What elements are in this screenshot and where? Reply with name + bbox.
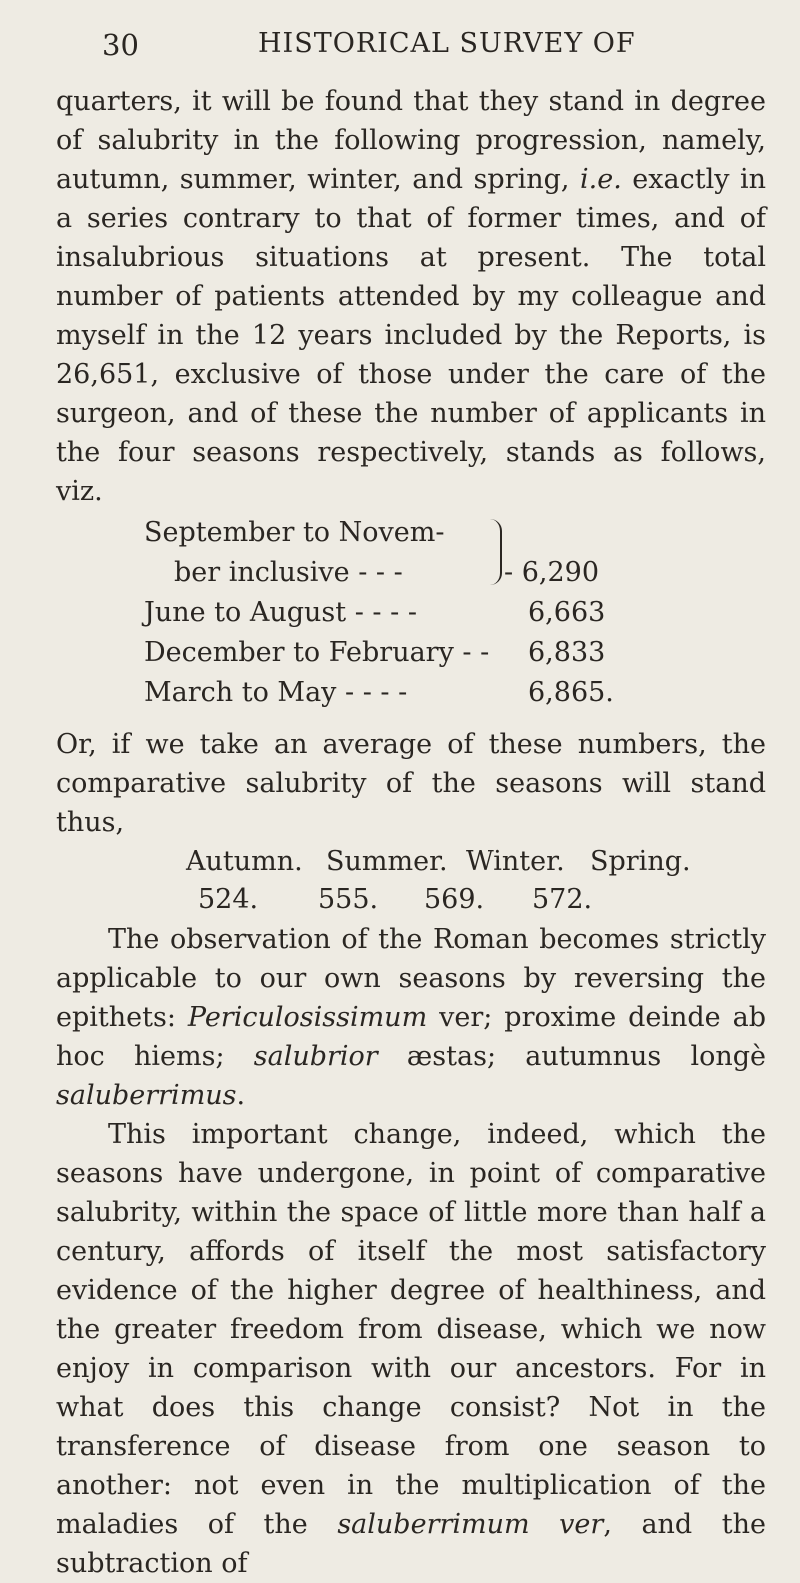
paragraph-3-italic-2: salubrior	[253, 1041, 378, 1072]
paragraph-3-italic-1: Periculosissimum	[187, 1002, 428, 1033]
table-row-value: 6,865.	[528, 677, 614, 708]
paragraph-3-text-c: æstas; autumnus longè	[377, 1041, 766, 1072]
table-row	[174, 553, 800, 593]
season-label: Winter.	[466, 846, 565, 877]
season-label: Summer.	[326, 846, 448, 877]
table-row-label: March to May - - - -	[144, 677, 408, 708]
table-row	[144, 673, 800, 713]
table-row-label: December to February - -	[144, 637, 490, 668]
season-value: 555.	[318, 884, 379, 915]
running-title: HISTORICAL SURVEY OF	[258, 28, 636, 59]
table-row-value: - 6,290	[504, 557, 600, 588]
table-row	[144, 593, 800, 633]
running-header	[102, 28, 636, 62]
paragraph-3-text-a: The observation of the Roman becomes strictly applicable to our own seasons by reversing the epithets:	[56, 924, 766, 1033]
table-row-label: September to Novem-	[144, 517, 445, 548]
season-table	[56, 513, 766, 725]
paragraph-3-text-b: ver; proxime deinde ab hoc hiems;	[56, 1002, 766, 1072]
table-row-label: June to August - - - -	[144, 597, 417, 628]
season-value: 524.	[198, 884, 259, 915]
season-averages	[56, 842, 766, 920]
table-row	[144, 513, 800, 553]
body-text	[56, 82, 766, 1583]
table-row	[144, 633, 800, 673]
paragraph-4-text-a: This important change, indeed, which the seasons have undergone, in point of comparative salubrity, within the space of little more than half a century, affords of itself the most satisfactory evidence of the higher degree of healthiness, and the greater freedom from disease, which we now enjoy in comparison with our ancestors. For in what does this change consist? Not in the transference of disease from one season to another: not even in the multiplication of the maladies of the	[56, 1119, 766, 1540]
table-row-value: 6,663	[528, 597, 606, 628]
paragraph-1-text-b: exactly in a series contrary to that of former times, and of insalubrious situations at present. The total number of patients attended by my colleague and myself in the 12 years included by the Reports, is 26,651, exclusive of those under the care of the surgeon, and of these the number of applicants in the four seasons respectively, stands as follows, viz.	[56, 164, 767, 507]
paragraph-3	[56, 920, 766, 1115]
paragraph-1-ie: i.e.	[580, 164, 622, 195]
paragraph-4-italic: saluberrimum ver	[337, 1509, 604, 1540]
season-value: 572.	[532, 884, 593, 915]
paragraph-3-text-d: .	[236, 1080, 246, 1111]
page-number: 30	[102, 28, 139, 62]
paragraph-2: Or, if we take an average of these numbers, the comparative salubrity of the seasons will stand thus,	[56, 729, 766, 838]
paragraph-4-text-b: , and the subtraction of	[56, 1509, 766, 1579]
paragraph-1	[56, 82, 766, 511]
paragraph-1-text-a: quarters, it will be found that they stand in degree of salubrity in the following progression, namely, autumn, summer, winter, and spring,	[56, 86, 766, 195]
season-label: Spring.	[590, 846, 691, 877]
season-label: Autumn.	[186, 846, 303, 877]
paragraph-4	[56, 1115, 766, 1583]
season-value: 569.	[424, 884, 485, 915]
paragraph-3-italic-3: saluberrimus	[56, 1080, 237, 1111]
table-row-label: ber inclusive - - -	[174, 557, 403, 588]
table-row-value: 6,833	[528, 637, 606, 668]
